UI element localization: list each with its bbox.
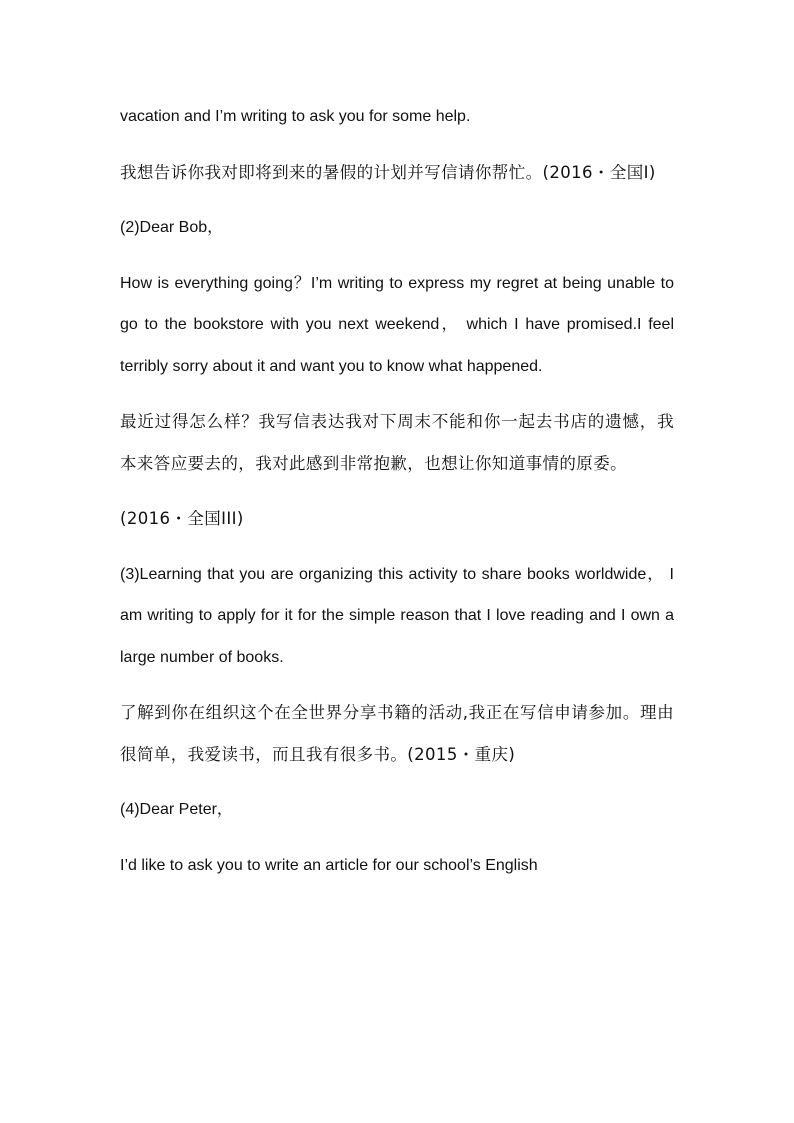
paragraph-translation-3: 了解到你在组织这个在全世界分享书籍的活动,我正在写信申请参加。理由很简单，我爱读书，而且我有很多书。(2015・重庆) xyxy=(120,703,674,764)
paragraph-translation-1: 我想告诉你我对即将到来的暑假的计划并写信请你帮忙。(2016・全国Ⅰ) xyxy=(120,162,656,182)
letter-salutation-bob: (2)Dear Bob， xyxy=(120,219,224,236)
paragraph-example-2: How is everything going？I’m writing to express my regret at being unable to go to the bookstore with you next weekend， which I have promised.I feel terribly sorry about it and want you to know what happened. xyxy=(120,274,675,375)
letter-salutation-peter: (4)Dear Peter， xyxy=(120,801,233,818)
paragraph-example-4: I’d like to ask you to write an article for our school’s English xyxy=(120,856,538,874)
source-citation-2016: (2016・全国III) xyxy=(120,509,244,528)
paragraph-example-3: (3)Learning that you are organizing this activity to share books worldwide， I am writing to apply for it for the simple reason that I love reading and I own a large number of books. xyxy=(120,565,674,666)
document-page xyxy=(120,96,674,900)
paragraph-translation-2: 最近过得怎么样？我写信表达我对下周末不能和你一起去书店的遗憾，我本来答应要去的，我对此感到非常抱歉，也想让你知道事情的原委。 xyxy=(120,412,674,473)
paragraph-continuation: vacation and I’m writing to ask you for some help. xyxy=(120,108,471,125)
